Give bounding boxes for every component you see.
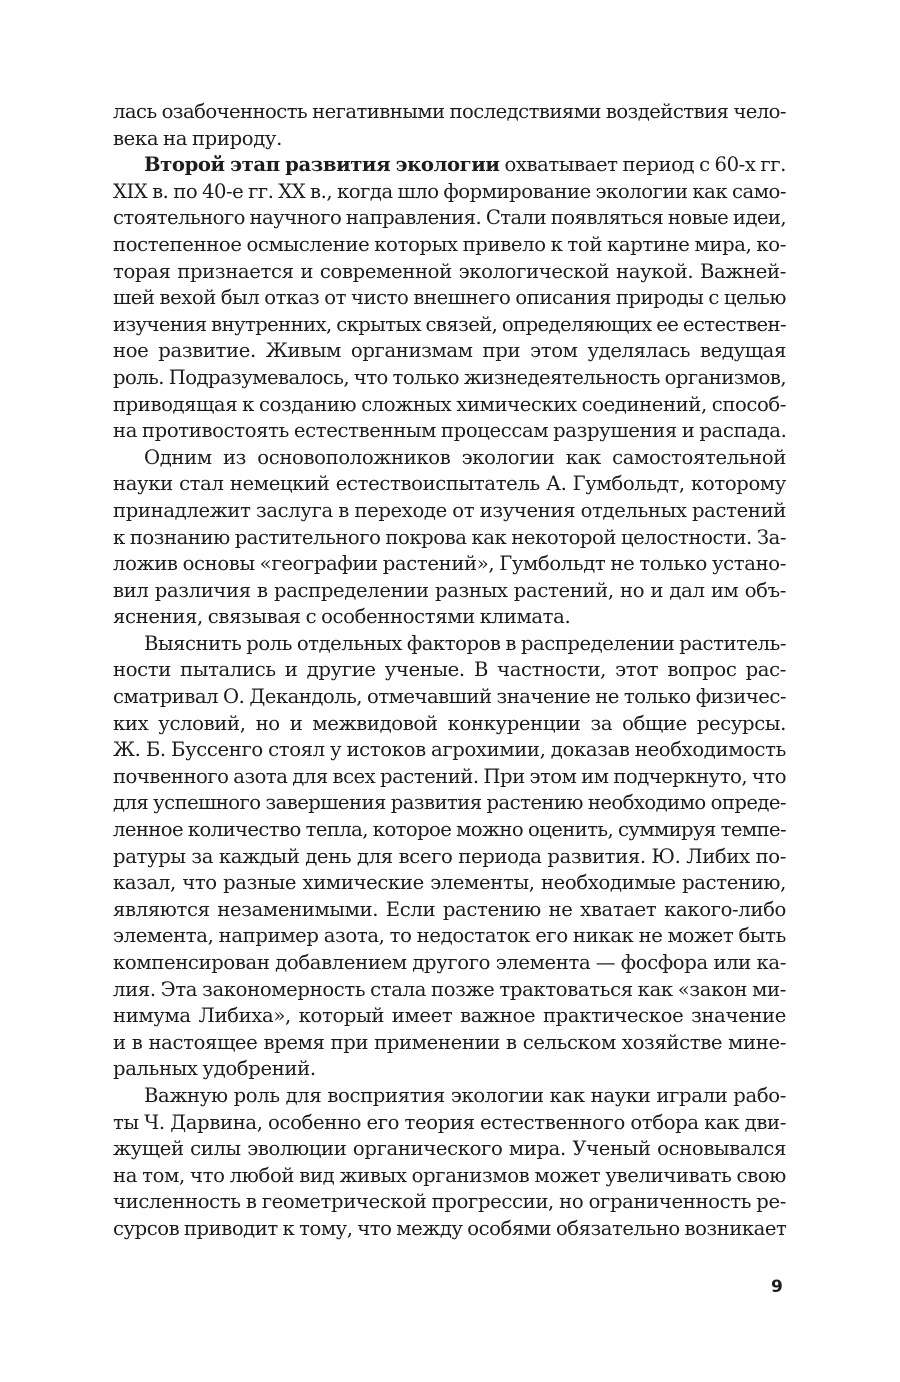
- line-text: ких условий, но и межвидовой конкуренции за общие ресурсы.: [113, 711, 786, 735]
- line-text: века на природу.: [113, 126, 282, 150]
- line-text: и в настоящее время при применении в сельском хозяйстве мине-: [113, 1030, 786, 1054]
- line-text: лия. Эта закономерность стала позже трактоваться как «закон ми-: [113, 977, 786, 1001]
- text-line: [113, 392, 786, 419]
- page-number: 9: [771, 1277, 783, 1297]
- text-line: [113, 737, 786, 764]
- text-line: [113, 764, 786, 791]
- text-line: [113, 551, 786, 578]
- text-line: [113, 923, 786, 950]
- line-text: ности пытались и другие ученые. В частности, этот вопрос рас-: [113, 658, 786, 682]
- section-heading-inline: Второй этап развития экологии: [144, 153, 500, 177]
- line-text: сматривал О. Декандоль, отмечавший значение не только физичес-: [113, 685, 786, 709]
- line-text: постепенное осмысление которых привело к той картине мира, ко-: [113, 232, 786, 256]
- text-line: [113, 338, 786, 365]
- line-text: лась озабоченность негативными последствиями воздействия чело-: [113, 100, 786, 123]
- line-text: принадлежит заслуга в переходе от изучения отдельных растений: [113, 498, 786, 522]
- text-line: [113, 1056, 786, 1083]
- line-text: на том, что любой вид живых организмов может увеличивать свою: [113, 1163, 786, 1187]
- text-line: [113, 844, 786, 871]
- line-text: являются незаменимыми. Если растению не хватает какого-либо: [113, 897, 786, 921]
- paragraph: [113, 631, 786, 1083]
- line-text: компенсирован добавлением другого элемента — фосфора или ка-: [113, 951, 786, 974]
- paragraph: [113, 152, 786, 445]
- text-line: [113, 126, 786, 153]
- text-line: [113, 1216, 786, 1243]
- line-text: нимума Либиха», который имеет важное практическое значение: [113, 1004, 786, 1028]
- line-text: яснения, связывая с особенностями климата.: [113, 605, 571, 629]
- line-text: изучения внутренних, скрытых связей, определяющих ее естествен-: [113, 312, 786, 336]
- line-text: Одним из основоположников экологии как самостоятельной: [144, 445, 786, 469]
- text-line: [113, 950, 786, 977]
- line-text: Важную роль для восприятия экологии как науки играли рабо-: [144, 1083, 786, 1107]
- text-line: [113, 897, 786, 924]
- text-line: [113, 1030, 786, 1057]
- line-text: казал, что разные химические элементы, необходимые растению,: [113, 871, 786, 895]
- text-line: [113, 1083, 786, 1110]
- line-text: науки стал немецкий естествоиспытатель А. Гумбольдт, которому: [113, 472, 786, 496]
- text-line: [113, 418, 786, 445]
- line-text: XIX в. по 40-е гг. XX в., когда шло формирование экологии как само-: [113, 179, 787, 203]
- text-line: [113, 498, 786, 525]
- line-text: элемента, например азота, то недостаток его никак не может быть: [113, 924, 786, 948]
- text-line: [113, 205, 786, 232]
- text-line: [113, 604, 786, 631]
- text-line: [113, 1163, 786, 1190]
- text-line: [113, 99, 786, 126]
- text-line: [113, 1136, 786, 1163]
- line-text: шей вехой был отказ от чисто внешнего описания природы с целью: [113, 286, 786, 310]
- text-line: [113, 977, 786, 1004]
- line-text: ложив основы «географии растений», Гумбольдт не только устано-: [113, 552, 786, 576]
- paragraph: [113, 445, 786, 631]
- line-text: стоятельного научного направления. Стали появляться новые идеи,: [113, 206, 787, 230]
- text-line: [113, 152, 786, 179]
- text-line: [113, 471, 786, 498]
- text-line: [113, 711, 786, 738]
- line-text: численность в геометрической прогрессии, но ограниченность ре-: [113, 1190, 786, 1214]
- text-line: [113, 657, 786, 684]
- line-text: роль. Подразумевалось, что только жизнедеятельность организмов,: [113, 365, 786, 389]
- line-text: почвенного азота для всех растений. При этом им подчеркнуто, что: [113, 764, 786, 788]
- line-text: к познанию растительного покрова как некоторой целостности. За-: [113, 525, 786, 549]
- text-line: [113, 817, 786, 844]
- text-line: [113, 1189, 786, 1216]
- paragraph: [113, 99, 786, 152]
- text-line: [113, 684, 786, 711]
- text-line: [113, 365, 786, 392]
- text-line: [113, 578, 786, 605]
- text-line: [113, 285, 786, 312]
- line-text: торая признается и современной экологической наукой. Важней-: [113, 259, 786, 283]
- line-text: охватывает период с 60-х гг.: [499, 153, 786, 177]
- text-line: [113, 1003, 786, 1030]
- text-line: [113, 179, 786, 206]
- line-text: ратуры за каждый день для всего периода развития. Ю. Либих по-: [113, 844, 786, 868]
- text-line: [113, 445, 786, 472]
- text-line: [113, 525, 786, 552]
- line-text: Выяснить роль отдельных факторов в распределении раститель-: [144, 631, 786, 655]
- line-text: ты Ч. Дарвина, особенно его теория естественного отбора как дви-: [113, 1110, 786, 1134]
- paragraph: [113, 1083, 786, 1243]
- line-text: для успешного завершения развития растению необходимо опреде-: [113, 791, 786, 815]
- line-text: сурсов приводит к тому, что между особями обязательно возникает: [113, 1216, 787, 1240]
- line-text: жущей силы эволюции органического мира. Ученый основывался: [113, 1137, 786, 1161]
- page-text: [113, 99, 786, 1243]
- text-line: [113, 631, 786, 658]
- line-text: Ж. Б. Буссенго стоял у истоков агрохимии, доказав необходимость: [113, 738, 786, 762]
- text-line: [113, 790, 786, 817]
- line-text: ленное количество тепла, которое можно оценить, суммируя темпе-: [113, 818, 786, 842]
- text-line: [113, 870, 786, 897]
- text-line: [113, 232, 786, 259]
- line-text: ральных удобрений.: [113, 1057, 316, 1081]
- text-line: [113, 259, 786, 286]
- line-text: вил различия в распределении разных растений, но и дал им объ-: [113, 578, 786, 602]
- text-line: [113, 312, 786, 339]
- line-text: на противостоять естественным процессам разрушения и распада.: [113, 419, 787, 443]
- line-text: ное развитие. Живым организмам при этом уделялась ведущая: [113, 339, 786, 363]
- line-text: приводящая к созданию сложных химических соединений, способ-: [113, 392, 786, 416]
- text-line: [113, 1110, 786, 1137]
